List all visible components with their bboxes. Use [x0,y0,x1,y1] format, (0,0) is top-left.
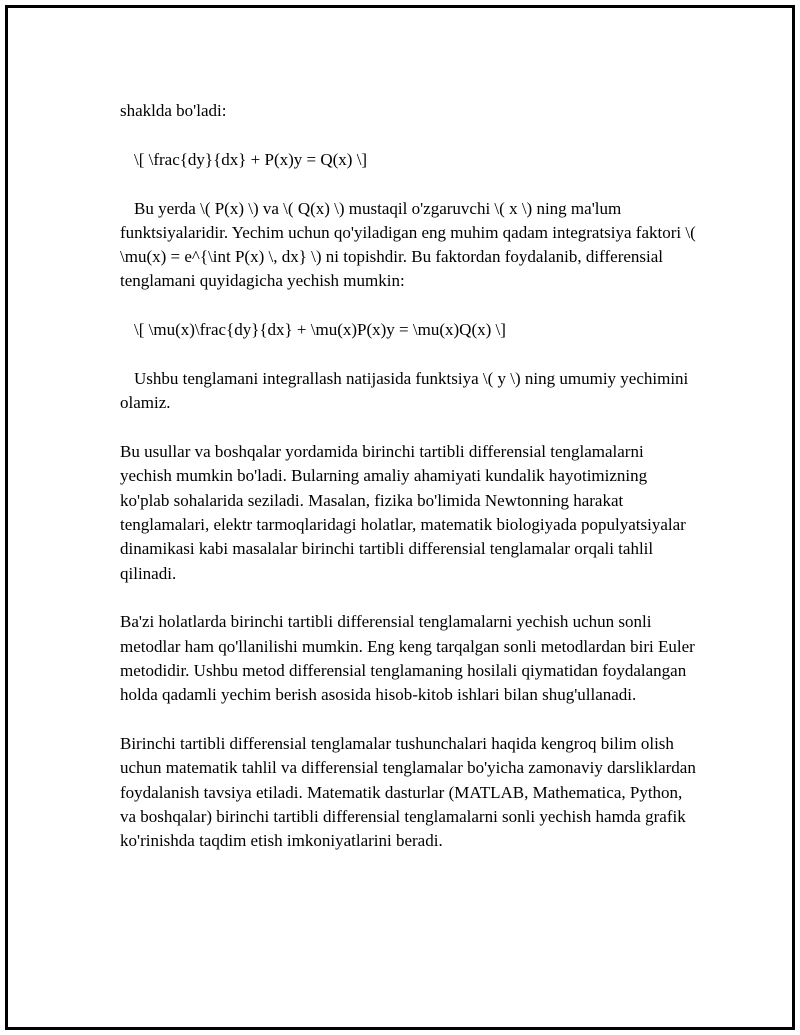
paragraph-applications: Bu usullar va boshqalar yordamida birinchi tartibli differensial tenglamalarni yechish mumkin bo'ladi. Bularning amaliy ahamiyati kundalik hayotimizning ko'plab sohalarida seziladi. Masalan, fizika bo'limida Newtonning harakat tenglamalari, elektr tarmoqlaridagi holatlar, matematik biologiyada populyatsiyalar dinamikasi kabi masalalar birinchi tartibli differensial tenglamalar orqali tahlil qilinadi. [120,442,686,583]
paragraph-numerical-methods: Ba'zi holatlarda birinchi tartibli differensial tenglamalarni yechish uchun sonli metodlar ham qo'llanilishi mumkin. Eng keng tarqalgan sonli metodlardan biri Euler metodidir. Ushbu metod differensial tenglamaning hosilali qiymatidan foydalangan holda qadamli yechim berish asosida hisob-kitob ishlari bilan shug'ullanadi. [120,612,695,705]
paragraph-general-solution: Ushbu tenglamani integrallash natijasida funktsiya \( y \) ning umumiy yechimini olamiz. [120,369,689,413]
paragraph-recommendations: Birinchi tartibli differensial tenglamalar tushunchalari haqida kengroq bilim olish uchun matematik tahlil va differensial tenglamalar bo'yicha zamonaviy darsliklardan foydalanish tavsiya etiladi. Matematik dasturlar (MATLAB, Mathematica, Python, va boshqalar) birinchi tartibli differensial tenglamalarni sonli yechish hamda grafik ko'rinishda taqdim etish imkoniyatlarini beradi. [120,734,696,851]
document-page [5,5,795,1030]
formula-multiplied-ode: \[ \mu(x)\frac{dy}{dx} + \mu(x)P(x)y = \mu(x)Q(x) \] [134,320,506,340]
paragraph-integrating-factor: Bu yerda \( P(x) \) va \( Q(x) \) mustaqil o'zgaruvchi \( x \) ning ma'lum funktsiyalaridir. Yechim uchun qo'yiladigan eng muhim qadam integratsiya faktori \( \mu(x) = e^{\int P(x) \, dx} \) ni topishdir. Bu faktordan foydalanib, differensial tenglamani quyidagicha yechish mumkin: [120,198,696,291]
paragraph-intro: shaklda bo'ladi: [120,101,227,120]
formula-linear-ode: \[ \frac{dy}{dx} + P(x)y = Q(x) \] [134,149,368,169]
page-body [120,99,696,878]
